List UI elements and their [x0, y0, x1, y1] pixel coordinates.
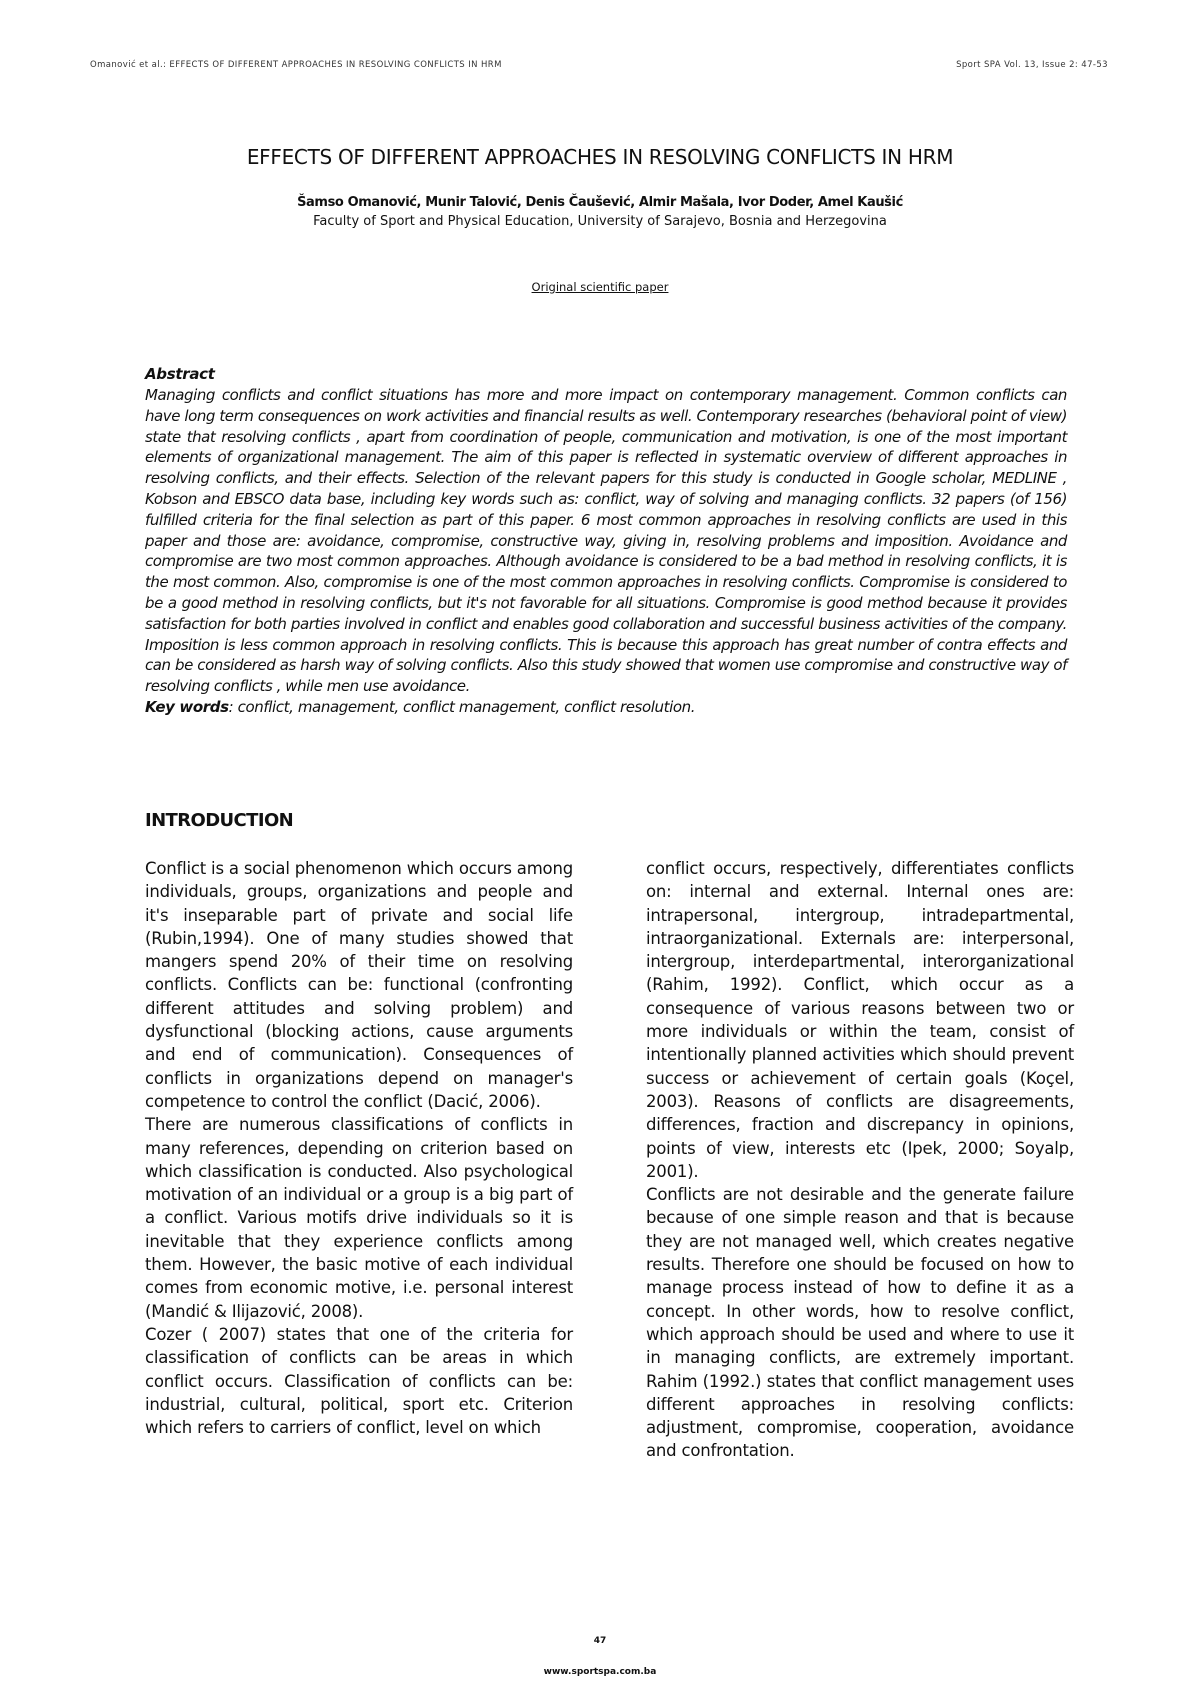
author-list: Šamso Omanović, Munir Talović, Denis Čaušević, Almir Mašala, Ivor Doder, Amel Kaušić: [297, 195, 903, 210]
abstract-heading: Abstract: [145, 365, 215, 383]
affiliation: Faculty of Sport and Physical Education, University of Sarajevo, Bosnia and Herzegovina: [313, 214, 887, 229]
paragraph: There are numerous classifications of conflicts in many references, depending on criterion based on which classification is conducted. Also psychological motivation of an individual or a group is a big part of a conflict. Various motifs drive individuals so it is inevitable that they experience conflicts among them. However, the basic motive of each individual comes from economic motive, i.e. personal interest (Mandić & Ilijazović, 2008).: [145, 1115, 573, 1321]
running-header-left: Omanović et al.: EFFECTS OF DIFFERENT APPROACHES IN RESOLVING CONFLICTS IN HRM: [90, 60, 502, 70]
abstract-text: Managing conflicts and conflict situations has more and more impact on contemporary management. Common conflicts can have long term consequences on work activities and financial results as well. Contemporary researches (behavioral point of view) state that resolving conflicts , apart from coordination of people, communication and motivation, is one of the most important elements of organizational management. The aim of this paper is reflected in systematic overview of different approaches in resolving conflicts, and their effects. Selection of the relevant papers for this study is conducted in Google scholar, MEDLINE , Kobson and EBSCO data base, including key words such as: conflict, way of solving and managing conflicts. 32 papers (of 156) fulfilled criteria for the final selection as part of this paper. 6 most common approaches in resolving conflicts are used in this paper and those are: avoidance, compromise, constructive way, giving in, resolving problems and imposition. Avoidance and compromise are two most common approaches. Although avoidance is considered to be a bad method in resolving conflicts, it is the most common. Also, compromise is one of the most common approaches in resolving conflicts. Compromise is considered to be a good method in resolving conflicts, but it's not favorable for all situations. Compromise is good method because it provides satisfaction for both parties involved in conflict and enables good collaboration and successful business activities of the company. Imposition is less common approach in resolving conflicts. This is because this approach has great number of contra effects and can be considered as harsh way of solving conflicts. Also this study showed that women use compromise and constructive way of resolving conflicts , while men use avoidance.: [145, 386, 1067, 696]
page-number: 47: [593, 1636, 607, 1646]
abstract-section: [145, 365, 1067, 718]
right-column: [646, 857, 1074, 1463]
paragraph: conflict occurs, respectively, differentiates conflicts on: internal and external. Internal ones are: intrapersonal, intergroup, intradepartmental, intraorganizational. Externals are: interpersonal, intergroup, interdepartmental, interorganizational (Rahim, 1992). Conflict, which occur as a consequence of various reasons between two or more individuals or within the team, consist of intentionally planned activities which should prevent success or achievement of certain goals (Koçel, 2003). Reasons of conflicts are disagreements, differences, fraction and discrepancy in opinions, points of view, interests etc (Ipek, 2000; Soyalp, 2001).: [646, 859, 1074, 1181]
keywords-label: Key words: [145, 697, 229, 716]
paper-title: EFFECTS OF DIFFERENT APPROACHES IN RESOLVING CONFLICTS IN HRM: [246, 145, 954, 169]
running-header-right: Sport SPA Vol. 13, Issue 2: 47-53: [956, 60, 1108, 70]
paragraph: Conflict is a social phenomenon which occurs among individuals, groups, organizations and people and it's inseparable part of private and social life (Rubin,1994). One of many studies showed that mangers spend 20% of their time on resolving conflicts. Conflicts can be: functional (confronting different attitudes and solving problem) and dysfunctional (blocking actions, cause arguments and end of communication). Consequences of conflicts in organizations depend on manager's competence to control the conflict (Dacić, 2006).: [145, 859, 573, 1111]
left-column: [145, 857, 573, 1439]
website-url: www.sportspa.com.ba: [543, 1667, 657, 1677]
paragraph: Conflicts are not desirable and the generate failure because of one simple reason and that is because they are not managed well, which creates negative results. Therefore one should be focused on how to manage process instead of how to define it as a concept. In other words, how to resolve conflict, which approach should be used and where to use it in managing conflicts, are extremely important. Rahim (1992.) states that conflict management uses different approaches in resolving conflicts: adjustment, compromise, cooperation, avoidance and confrontation.: [646, 1185, 1074, 1461]
paragraph: Cozer ( 2007) states that one of the criteria for classification of conflicts can be areas in which conflict occurs. Classification of conflicts can be: industrial, cultural, political, sport etc. Criterion which refers to carriers of conflict, level on which: [145, 1324, 573, 1438]
keywords-text: : conflict, management, conflict management, conflict resolution.: [228, 697, 696, 716]
keywords: [145, 697, 1067, 718]
paper-type: Original scientific paper: [531, 280, 669, 294]
introduction-heading: INTRODUCTION: [145, 810, 294, 831]
